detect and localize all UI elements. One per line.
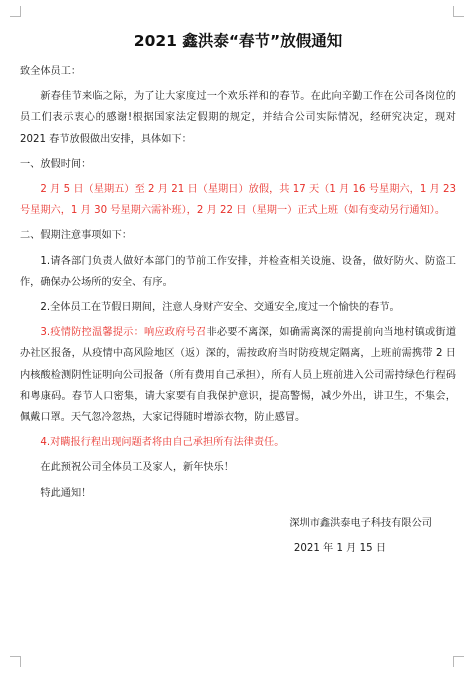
note-item-2: 2.全体员工在节假日期间，注意人身财产安全、交通安全,度过一个愉快的春节。 <box>40 302 400 314</box>
company-signature: 深圳市鑫洪泰电子科技有限公司 <box>289 517 432 529</box>
notice-date: 2021 年 1 月 15 日 <box>293 543 386 555</box>
corner-mark-top-left <box>10 6 21 17</box>
section-heading-holiday-time: 一、放假时间： <box>20 158 92 170</box>
document-body <box>20 30 456 559</box>
note-item-4: 4.对瞒报行程出现问题者将由自己承担所有法律责任。 <box>40 437 285 449</box>
intro-paragraph: 新春佳节来临之际，为了让大家度过一个欢乐祥和的春节。在此向辛勤工作在公司各岗位的员工们表示衷心的感谢!根据国家法定假期的规定，并结合公司实际情况，经研究决定，现对 2021 春节放假做出安排，具体如下： <box>20 91 456 145</box>
greeting: 致全体员工： <box>20 66 82 77</box>
note-item-3-lead: 3.疫情防控温馨提示：响应政府号召 <box>40 327 207 339</box>
corner-mark-top-right <box>453 6 464 17</box>
corner-mark-bottom-right <box>453 656 464 667</box>
notice-title: 2021 鑫洪泰“春节”放假通知 <box>133 32 343 50</box>
corner-mark-bottom-left <box>10 656 21 667</box>
new-year-wishes: 在此预祝公司全体员工及家人，新年快乐！ <box>40 462 234 474</box>
closing-line: 特此通知！ <box>40 487 92 499</box>
note-item-1: 1.请各部门负责人做好本部门的节前工作安排，并检查相关设施、设备，做好防火、防盗工作，确保办公场所的安全、有序。 <box>20 255 456 288</box>
note-item-3 <box>20 322 456 428</box>
section-heading-notes: 二、假期注意事项如下： <box>20 230 133 242</box>
holiday-schedule: 2 月 5 日（星期五）至 2 月 21 日（星期日）放假，共 17 天（1 月 16 号星期六，1 月 23 号星期六，1 月 30 号星期六需补班），2 月 22 日（星期一）正式上班（如有变动另行通知）。 <box>20 184 456 217</box>
note-item-3-body: 非必要不离深，如确需离深的需提前向当地村镇或街道办社区报备，从疫情中高风险地区（返）深的，需按政府当时防疫规定隔离，上班前需携带 2 日内核酸检测阴性证明向公司报备（所有费用自己承担），所有人员上班前进入公司需持绿色行程码和粤康码。春节人口密集，请大家要有自我保护意识，提高警惕，减少外出，讲卫生，不集会，佩戴口罩。天气忽冷忽热，大家记得随时增添衣物，防止感冒。 <box>20 327 457 424</box>
